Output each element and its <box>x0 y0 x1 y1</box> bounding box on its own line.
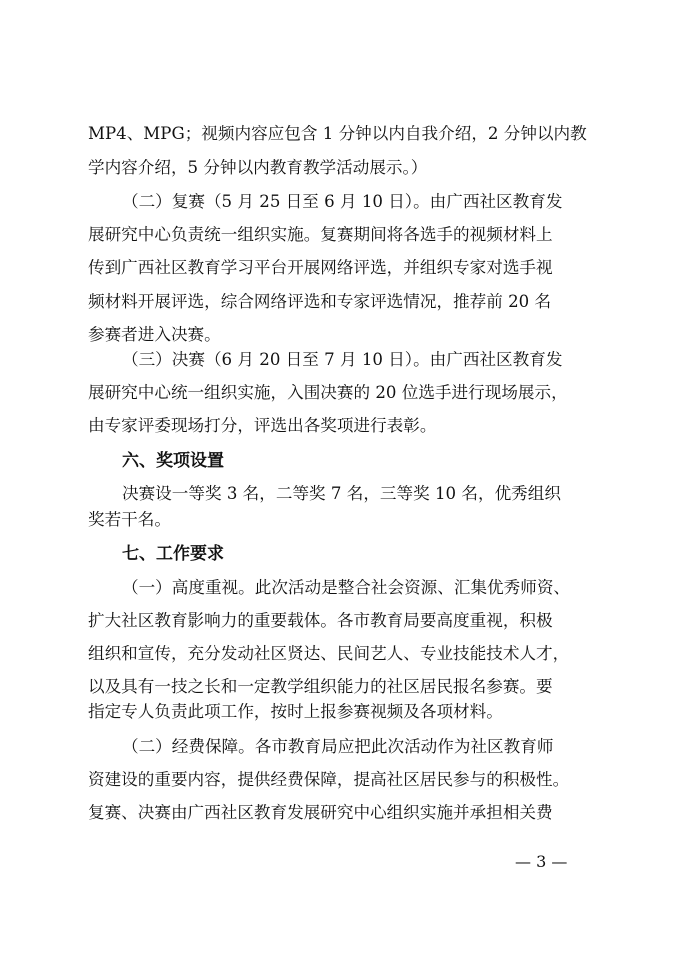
body-text-line: 频材料开展评选，综合网络评选和专家评选情况，推荐前 20 名 <box>88 292 552 311</box>
section-heading-awards: 六、奖项设置 <box>122 451 224 471</box>
body-text-line: 展研究中心负责统一组织实施。复赛期间将各选手的视频材料上 <box>88 225 553 244</box>
body-text-line: 扩大社区教育影响力的重要载体。各市教育局要高度重视，积极 <box>88 611 553 630</box>
body-text-line: 组织和宣传，充分发动社区贤达、民间艺人、专业技能技术人才， <box>88 644 570 663</box>
body-text-line: （二）复赛（5 月 25 日至 6 月 10 日）。由广西社区教育发 <box>122 192 563 211</box>
body-text-line: 传到广西社区教育学习平台开展网络评选，并组织专家对选手视 <box>88 258 553 277</box>
body-text-line: 参赛者进入决赛。 <box>88 325 221 344</box>
body-text-line: （一）高度重视。此次活动是整合社会资源、汇集优秀师资、 <box>122 578 571 597</box>
body-text-line: 以及具有一技之长和一定教学组织能力的社区居民报名参赛。要 <box>88 677 553 696</box>
page-number: — 3 — <box>515 852 568 871</box>
body-text-line: 指定专人负责此项工作，按时上报参赛视频及各项材料。 <box>88 702 503 721</box>
body-text-line: 由专家评委现场打分，评选出各奖项进行表彰。 <box>88 416 437 435</box>
body-text-line: （二）经费保障。各市教育局应把此次活动作为社区教育师 <box>122 737 554 756</box>
body-text-line: 资建设的重要内容，提供经费保障，提高社区居民参与的积极性。 <box>88 770 570 789</box>
body-text-line: MP4、MPG；视频内容应包含 1 分钟以内自我介绍，2 分钟以内教 <box>88 124 587 143</box>
body-text-line: 展研究中心统一组织实施，入围决赛的 20 位选手进行现场展示， <box>88 383 568 402</box>
body-text-line: 学内容介绍，5 分钟以内教育教学活动展示。） <box>88 158 428 177</box>
section-heading-work-requirements: 七、工作要求 <box>122 544 224 564</box>
body-text-line: 复赛、决赛由广西社区教育发展研究中心组织实施并承担相关费 <box>88 803 553 822</box>
body-text-line: （三）决赛（6 月 20 日至 7 月 10 日）。由广西社区教育发 <box>122 350 563 369</box>
body-text-line: 奖若干名。 <box>88 510 171 529</box>
body-text-line: 决赛设一等奖 3 名，二等奖 7 名，三等奖 10 名，优秀组织 <box>122 484 561 503</box>
